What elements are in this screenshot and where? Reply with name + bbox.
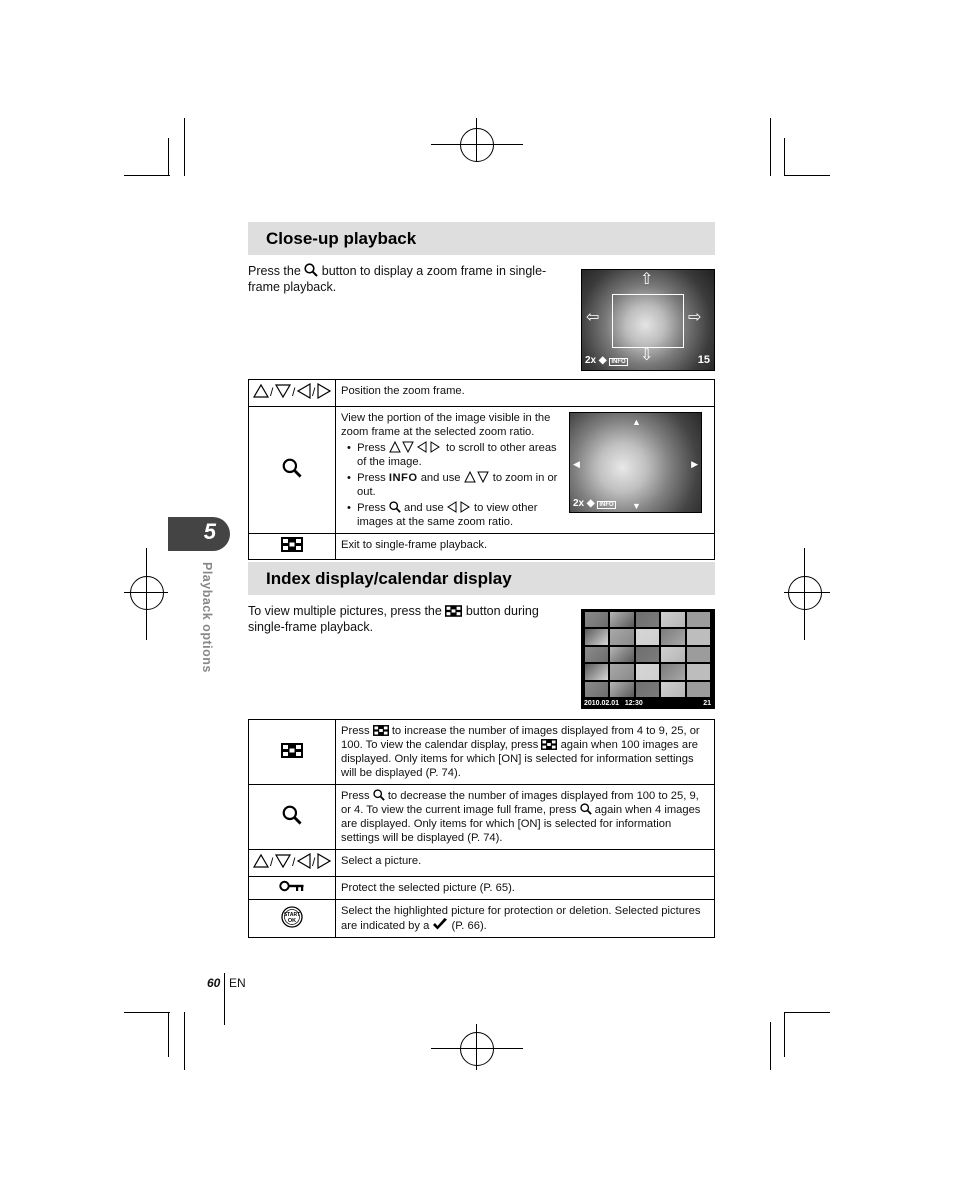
arrow-keys-icon	[253, 383, 331, 399]
up-arrow-icon: ▲	[632, 417, 641, 427]
language-label: EN	[229, 976, 246, 990]
image-count: 21	[703, 700, 711, 707]
crop-mark	[184, 118, 185, 176]
registration-mark	[460, 1032, 494, 1066]
crop-mark	[784, 1012, 785, 1057]
table-key	[249, 720, 336, 785]
date-time-label: 2010.02.01 12:30	[584, 700, 643, 707]
magnify-icon	[282, 805, 302, 825]
zoom-ratio-label: 2x ◆ INFO	[585, 355, 626, 366]
thumbnail	[585, 647, 608, 662]
crop-mark	[124, 175, 170, 176]
start-ok-icon	[281, 906, 303, 928]
crop-mark	[168, 138, 169, 176]
svg-text:/: /	[312, 855, 316, 869]
index-grid-icon	[445, 605, 462, 617]
index-grid-icon	[281, 537, 303, 552]
thumbnail	[661, 664, 684, 679]
registration-mark	[788, 576, 822, 610]
table-description: Select the highlighted picture for protection or deletion. Selected pictures are indicated by a (P. 66).	[336, 900, 715, 938]
registration-mark	[460, 128, 494, 162]
svg-text:/: /	[270, 855, 274, 869]
svg-text:/: /	[292, 855, 296, 869]
thumbnail	[585, 629, 608, 644]
crop-mark	[770, 118, 771, 176]
index-display-photo	[581, 609, 715, 709]
svg-text:OK: OK	[287, 917, 297, 924]
thumbnail	[585, 612, 608, 627]
crop-mark	[124, 1012, 170, 1013]
registration-line	[146, 548, 147, 640]
registration-line	[476, 118, 477, 162]
close-up-intro: Press the button to display a zoom frame in single-frame playback.	[248, 264, 547, 294]
arrow-keys-icon	[253, 853, 331, 869]
registration-line	[476, 1024, 477, 1070]
magnify-icon	[282, 458, 302, 478]
table-description: Exit to single-frame playback.	[336, 534, 715, 560]
thumbnail	[610, 647, 633, 662]
thumbnail	[687, 664, 710, 679]
down-arrow-icon: ⇩	[640, 347, 654, 364]
table-row	[249, 720, 715, 785]
thumbnail	[610, 629, 633, 644]
thumbnail	[687, 647, 710, 662]
thumbnail	[585, 664, 608, 679]
thumbnail	[610, 682, 633, 697]
index-grid-icon	[373, 725, 389, 736]
table-description: Press to decrease the number of images displayed from 100 to 25, 9, or 4. To view the current image full frame, press again when 4 images are displayed. Only items for which [ON] is selected for information settings will be displayed (P. 74).	[336, 785, 715, 850]
table-row	[249, 850, 715, 877]
magnify-icon	[373, 789, 385, 801]
registration-line	[431, 144, 523, 145]
registration-line	[431, 1048, 523, 1049]
registration-line	[804, 548, 805, 640]
up-down-arrows-icon	[464, 471, 490, 483]
thumbnail	[687, 629, 710, 644]
thumbnail	[636, 647, 659, 662]
zoom-ratio-label: 2x ◆ INFO	[573, 498, 614, 509]
chapter-tab: 5	[168, 517, 230, 551]
table-key	[249, 534, 336, 560]
magnify-icon	[389, 501, 401, 513]
page-number: 60	[207, 976, 221, 990]
thumbnail	[610, 612, 633, 627]
table-description: Select a picture.	[336, 850, 715, 877]
section-header-close-up	[248, 222, 715, 255]
table-row	[249, 877, 715, 900]
table-row	[249, 380, 715, 407]
thumbnail	[661, 629, 684, 644]
svg-text:/: /	[270, 385, 274, 399]
thumbnail-grid	[585, 612, 710, 697]
table-description: Protect the selected picture (P. 65).	[336, 877, 715, 900]
thumbnail	[636, 629, 659, 644]
table-key	[249, 900, 336, 938]
chapter-side-label: Playback options	[200, 562, 214, 673]
index-intro: To view multiple pictures, press the button during single-frame playback.	[248, 604, 539, 634]
table-description: View the portion of the image visible in the zoom frame at the selected zoom ratio. • Press to scroll to other areas of the image. • Press INFO and use to zoom in or out. • Press and use to view other images at the same zoom ratio. ▲ ▼ ◀ ▶ 2x ◆ INFO	[336, 407, 715, 534]
table-row	[249, 900, 715, 938]
thumbnail	[610, 664, 633, 679]
bullet-item: • Press and use to view other images at the same zoom ratio.	[347, 502, 538, 528]
thumbnail	[661, 647, 684, 662]
table-key	[249, 785, 336, 850]
index-grid-icon	[541, 739, 557, 750]
table-row	[249, 534, 715, 560]
table-key	[249, 877, 336, 900]
table-key	[249, 407, 336, 534]
thumbnail	[636, 664, 659, 679]
table-row	[249, 785, 715, 850]
bullet-item: • Press INFO and use to zoom in or out.	[347, 472, 558, 498]
crop-mark	[184, 1012, 185, 1070]
thumbnail	[636, 682, 659, 697]
crop-mark	[784, 175, 830, 176]
section-title: Index display/calendar display	[266, 569, 512, 588]
svg-text:/: /	[312, 385, 316, 399]
checkmark-icon	[432, 918, 448, 931]
index-table	[248, 719, 715, 938]
crop-mark	[770, 1022, 771, 1070]
thumbnail	[636, 612, 659, 627]
table-key	[249, 380, 336, 407]
thumbnail	[687, 612, 710, 627]
right-arrow-icon: ▶	[691, 459, 698, 469]
crop-mark	[168, 1012, 169, 1057]
magnify-icon	[304, 263, 318, 277]
table-key	[249, 850, 336, 877]
registration-line	[784, 592, 830, 593]
section-title: Close-up playback	[266, 229, 417, 248]
up-arrow-icon: ⇧	[640, 271, 654, 288]
right-arrow-icon: ⇨	[688, 309, 702, 326]
table-description: Press to increase the number of images displayed from 4 to 9, 25, or 100. To view the calendar display, press again when 100 images are displayed. Only items for which [ON] is selected for information settings will be displayed (P. 74).	[336, 720, 715, 785]
thumbnail	[585, 682, 608, 697]
zoom-frame	[612, 294, 684, 348]
thumbnail	[687, 682, 710, 697]
four-way-arrows-icon	[389, 441, 443, 453]
left-right-arrows-icon	[447, 501, 471, 513]
zoomed-photo	[569, 412, 702, 513]
info-key-label: INFO	[388, 472, 418, 484]
left-arrow-icon: ⇦	[586, 309, 600, 326]
magnify-icon	[580, 803, 592, 815]
table-row	[249, 407, 715, 534]
thumbnail	[661, 612, 684, 627]
table-description: Position the zoom frame.	[336, 380, 715, 407]
index-grid-icon	[281, 743, 303, 758]
left-arrow-icon: ◀	[573, 459, 580, 469]
down-arrow-icon: ▼	[632, 501, 641, 511]
bullet-item: • Press to scroll to other areas of the image.	[347, 442, 557, 468]
protect-key-icon	[279, 880, 305, 892]
crop-mark	[784, 138, 785, 176]
image-number: 15	[697, 354, 710, 366]
close-up-table	[248, 379, 715, 560]
svg-text:START: START	[283, 911, 301, 918]
section-header-index-display	[248, 562, 715, 595]
zoom-playback-photo	[581, 269, 715, 371]
footer-divider	[224, 973, 225, 1025]
registration-mark	[130, 576, 164, 610]
crop-mark	[784, 1012, 830, 1013]
svg-text:/: /	[292, 385, 296, 399]
thumbnail	[661, 682, 684, 697]
